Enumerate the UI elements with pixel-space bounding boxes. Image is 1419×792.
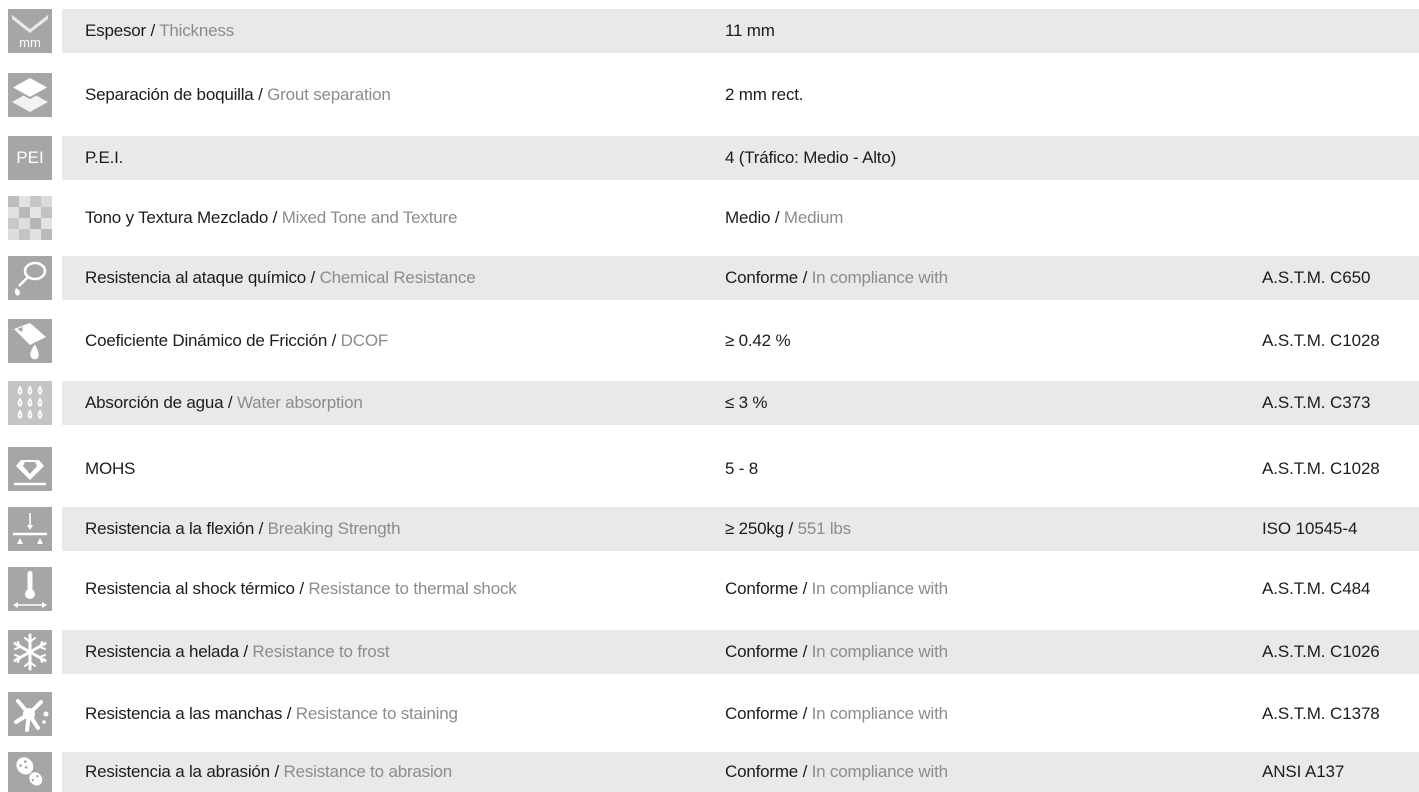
value-separator: /: [798, 579, 812, 598]
frost-icon: [8, 630, 52, 674]
spec-label: [85, 85, 391, 105]
value-separator: /: [798, 642, 812, 661]
spec-value: [725, 268, 948, 288]
spec-label: [85, 21, 234, 41]
spec-value: [725, 208, 843, 228]
spec-value: [725, 704, 948, 724]
spec-standard: A.S.T.M. C1028: [1262, 459, 1380, 478]
value-spanish: Conforme: [725, 268, 799, 287]
label-spanish: Espesor: [85, 21, 146, 40]
chemical-resistance-icon: [8, 256, 52, 300]
label-separator: /: [268, 208, 282, 227]
label-english: Water absorption: [236, 393, 363, 412]
label-spanish: MOHS: [85, 459, 136, 478]
value-english: In compliance with: [811, 579, 948, 598]
spec-value: [725, 519, 851, 539]
mohs-icon: [8, 447, 52, 491]
label-spanish: Resistencia a la flexión: [85, 519, 255, 538]
mixed-tone-icon: [8, 196, 52, 240]
label-separator: /: [253, 85, 268, 104]
spec-label: [85, 459, 135, 479]
label-separator: /: [294, 579, 309, 598]
value-spanish: Conforme: [725, 762, 799, 781]
spec-standard: ANSI A137: [1262, 762, 1345, 781]
spec-label: [85, 331, 388, 351]
value-english: In compliance with: [811, 642, 948, 661]
grout-separation-icon: [8, 73, 52, 117]
label-spanish: Resistencia a las manchas: [85, 704, 283, 723]
value-english: In compliance with: [811, 762, 948, 781]
value-spanish: ≥ 0.42 %: [725, 331, 791, 350]
value-separator: /: [770, 208, 784, 227]
label-english: Resistance to abrasion: [283, 762, 453, 781]
label-separator: /: [306, 268, 320, 287]
value-separator: /: [798, 762, 812, 781]
label-english: Chemical Resistance: [319, 268, 476, 287]
spec-value: [725, 85, 803, 105]
spec-row-thermal-shock: [0, 565, 1419, 613]
label-separator: /: [223, 393, 237, 412]
spec-label: [85, 148, 123, 168]
spec-row-staining: [0, 690, 1419, 738]
label-english: Mixed Tone and Texture: [281, 208, 458, 227]
label-spanish: Resistencia al shock térmico: [85, 579, 295, 598]
dcof-icon: [8, 319, 52, 363]
label-spanish: Resistencia al ataque químico: [85, 268, 306, 287]
value-english: In compliance with: [811, 268, 948, 287]
spec-row-dcof: [0, 317, 1419, 365]
spec-standard: A.S.T.M. C484: [1262, 579, 1371, 598]
spec-standard: A.S.T.M. C650: [1262, 268, 1371, 287]
label-spanish: Tono y Textura Mezclado: [85, 208, 269, 227]
label-spanish: Coeficiente Dinámico de Fricción: [85, 331, 328, 350]
spec-row-grout-separation: [0, 71, 1419, 119]
spec-value: [725, 331, 790, 351]
thickness-icon: [8, 9, 52, 53]
label-spanish: Resistencia a helada: [85, 642, 239, 661]
label-english: DCOF: [340, 331, 389, 350]
label-spanish: Absorción de agua: [85, 393, 224, 412]
value-english: Medium: [783, 208, 844, 227]
value-spanish: 4 (Tráfico: Medio - Alto): [725, 148, 897, 167]
spec-row-mohs: [0, 445, 1419, 493]
label-english: Breaking Strength: [267, 519, 401, 538]
value-spanish: ≤ 3 %: [725, 393, 768, 412]
spec-value: [725, 579, 948, 599]
label-separator: /: [145, 21, 160, 40]
label-spanish: Resistencia a la abrasión: [85, 762, 270, 781]
spec-row-abrasion: [0, 752, 1419, 792]
label-english: Grout separation: [267, 85, 391, 104]
label-english: Resistance to staining: [295, 704, 458, 723]
svg-text:mm: mm: [19, 35, 41, 50]
value-spanish: 2 mm rect.: [725, 85, 804, 104]
label-english: Thickness: [159, 21, 234, 40]
spec-value: [725, 21, 775, 41]
label-separator: /: [282, 704, 296, 723]
label-spanish: P.E.I.: [85, 148, 124, 167]
value-separator: /: [798, 704, 812, 723]
pei-icon-text: PEI: [16, 148, 44, 167]
spec-row-pei: [0, 136, 1419, 180]
value-english: In compliance with: [811, 704, 948, 723]
spec-standard: A.S.T.M. C1378: [1262, 704, 1380, 723]
label-english: Resistance to frost: [252, 642, 390, 661]
value-spanish: ≥ 250kg: [725, 519, 784, 538]
spec-row-water-absorption: [0, 381, 1419, 425]
spec-label: [85, 642, 389, 662]
spec-label: [85, 762, 452, 782]
breaking-strength-icon: [8, 507, 52, 551]
spec-label: [85, 704, 458, 724]
label-separator: /: [238, 642, 253, 661]
label-separator: /: [254, 519, 268, 538]
value-spanish: Conforme: [725, 704, 799, 723]
abrasion-icon: [8, 752, 52, 792]
spec-standard: A.S.T.M. C1026: [1262, 642, 1380, 661]
value-separator: /: [798, 268, 812, 287]
value-separator: /: [783, 519, 798, 538]
spec-value: [725, 148, 896, 168]
spec-label: [85, 393, 363, 413]
spec-value: [725, 642, 948, 662]
value-spanish: 11 mm: [725, 21, 775, 40]
spec-standard: A.S.T.M. C1028: [1262, 331, 1380, 350]
value-spanish: Conforme: [725, 642, 799, 661]
spec-standard: ISO 10545-4: [1262, 519, 1358, 538]
value-english: 551 lbs: [797, 519, 851, 538]
spec-label: [85, 519, 400, 539]
spec-row-mixed-tone: [0, 194, 1419, 242]
spec-label: [85, 208, 457, 228]
label-separator: /: [269, 762, 284, 781]
spec-value: [725, 459, 758, 479]
spec-label: [85, 268, 475, 288]
label-spanish: Separación de boquilla: [85, 85, 254, 104]
pei-icon: [8, 136, 52, 180]
spec-row-frost: [0, 630, 1419, 674]
spec-label: [85, 579, 517, 599]
label-separator: /: [327, 331, 341, 350]
spec-row-thickness: [0, 9, 1419, 53]
water-absorption-icon: [8, 381, 52, 425]
spec-value: [725, 393, 767, 413]
value-spanish: Conforme: [725, 579, 799, 598]
thermal-shock-icon: [8, 567, 52, 611]
staining-icon: [8, 692, 52, 736]
label-english: Resistance to thermal shock: [308, 579, 517, 598]
spec-row-chemical-resistance: [0, 256, 1419, 300]
spec-row-breaking-strength: [0, 507, 1419, 551]
spec-standard: A.S.T.M. C373: [1262, 393, 1371, 412]
value-spanish: 5 - 8: [725, 459, 759, 478]
value-spanish: Medio: [725, 208, 771, 227]
spec-value: [725, 762, 948, 782]
